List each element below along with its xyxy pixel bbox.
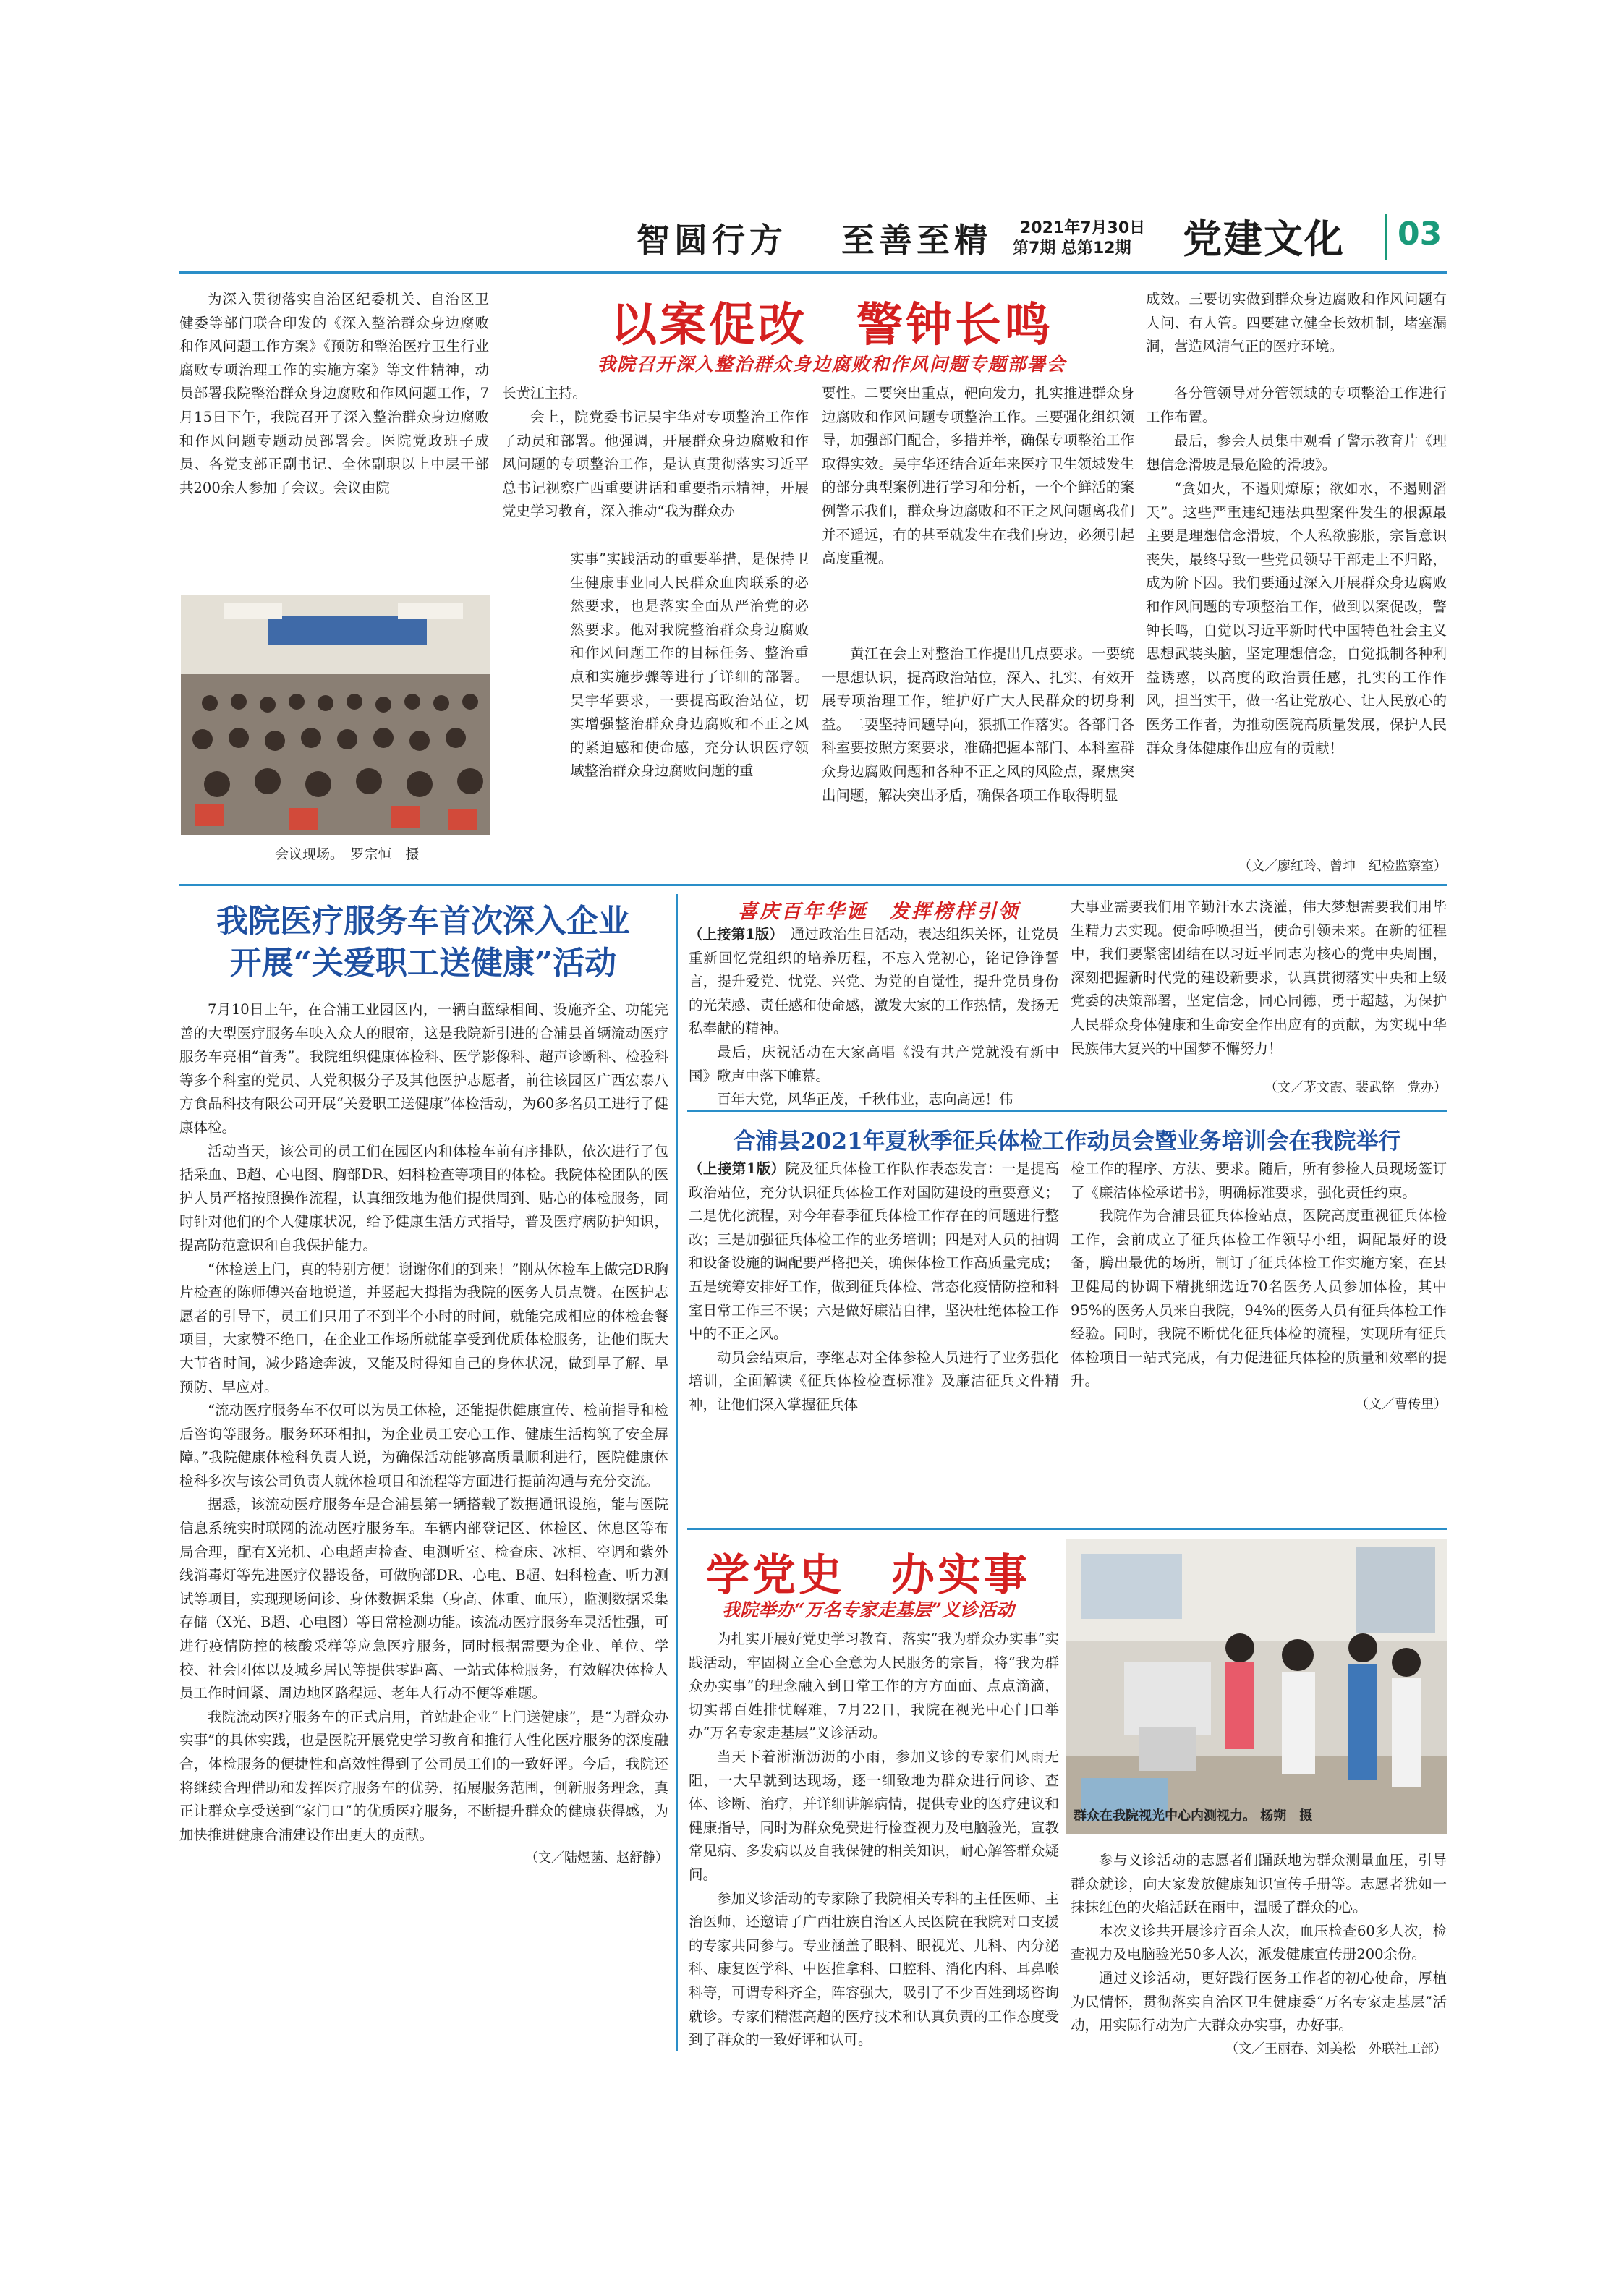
article2-p4: “流动医疗服务车不仅可以为员工体检，还能提供健康宣传、检前指导和检后咨询等服务。服务环环相扣，为企业员工安心工作、健康生活构筑了安全屏障。”我院健康体检科负责人说，为确保活动能够高质量顺利进行，医院健康体检科多次与该公司负责人就体检项目和流程等方面进行提前沟通与充分交流。 [179, 1402, 668, 1489]
header-issue: 第7期 总第12期 [1013, 239, 1131, 258]
section-rule-2 [687, 1110, 1447, 1112]
article2-p6: 我院流动医疗服务车的正式启用，首站赴企业“上门送健康”，是“为群众办实事”的具体实践，也是医院开展党史学习教育和推行人性化医疗服务的深度融合，体检服务的便捷性和高效性得到了公司员工们的一致好评。今后，我院还将继续合理借助和发挥医疗服务车的优势，拓展服务范围，创新服务理念，真正让群众享受送到“家门口”的优质医疗服务，不断提升群众的健康获得感，为加快推进健康合浦建设作出更大的贡献。 [179, 1708, 668, 1843]
article4-left-col [689, 1157, 1059, 1417]
article5-subtitle: 我院举办“万名专家走基层”义诊活动 [722, 1599, 1014, 1620]
article3-p3: 百年大党，风华正茂，千秋伟业，志向高远！伟 [717, 1091, 1013, 1108]
header-rule [179, 271, 1447, 274]
article1-col4a: 成效。三要切实做到群众身边腐败和作风问题有人问、有人管。四要建立健全长效机制，堵塞漏洞，营造风清气正的医疗环境。 [1146, 291, 1447, 355]
article2-title-line2: 开展“关爱职工送健康”活动 [229, 945, 617, 982]
article3-byline: （文／茅文霞、裴武铭 党办） [1264, 1080, 1447, 1095]
article1-col2a: 长黄江主持。 [502, 385, 587, 401]
article3-lead: （上接第1版） [689, 926, 777, 943]
article5-p2: 当天下着淅淅沥沥的小雨，参加义诊的专家们风雨无阻，一大早就到达现场，逐一细致地为群众进行问诊、查体、诊断、治疗，并详细讲解病情，提供专业的医疗建议和健康指导，同时为群众免费进行检查视力及电脑验光，宣教常见病、多发病以及自我保健的相关知识，耐心解答群众疑问。 [689, 1748, 1059, 1883]
article1-photo-caption: 会议现场。 罗宗恒 摄 [275, 846, 420, 862]
header-page-number: 03 [1398, 216, 1442, 252]
article1-subtitle: 我院召开深入整治群众身边腐败和作风问题专题部署会 [597, 354, 1066, 375]
article5-title: 学党史 办实事 [706, 1550, 1030, 1601]
header-divider [1385, 214, 1387, 260]
article3-title: 喜庆百年华诞 发挥榜样引领 [738, 901, 1020, 923]
section-rule-1 [179, 884, 1447, 886]
article4-p2: 动员会结束后，李继志对全体参检人员进行了业务强化培训，全面解读《征兵体检检查标准》及廉洁征兵文件精神，让他们深入掌握征兵体 [689, 1348, 1059, 1413]
header-slogan-left: 智圆行方 [637, 221, 787, 260]
article3-p4: 大事业需要我们用辛勤汗水去浇灌，伟大梦想需要我们用毕生精力去实现。使命呼唤担当，使命引领未来。在新的征程中，我们要紧密团结在以习近平同志为核心的党中央周围，深刻把握新时代党的建设新要求，认真贯彻落实中央和上级党委的决策部署，坚定信念，同心同德，勇于超越，为保护人民群众身体健康和生命安全作出应有的贡献，为实现中华民族伟大复兴的中国梦不懈努力！ [1071, 898, 1447, 1057]
article1-col4c: 最后，参会人员集中观看了警示教育片《理想信念滑坡是最危险的滑坡》。 [1146, 433, 1447, 473]
article5-p5: 本次义诊共开展诊疗百余人次，血压检查60多人次，检查视力及电脑验光50多人次，派发健康宣传册200余份。 [1071, 1922, 1447, 1963]
header-date: 2021年7月30日 [1020, 219, 1146, 237]
article1-col3a: 要性。二要突出重点，靶向发力，扎实推进群众身边腐败和作风问题专项整治工作。三要强化组织领导，加强部门配合，多措并举，确保专项整治工作取得实效。吴宇华还结合近年来医疗卫生领域发生的部分典型案例进行学习和分析，一个个鲜活的案例警示我们，群众身边腐败和不正之风问题离我们并不遥远，有的甚至就发生在我们身边，必须引起高度重视。 [822, 385, 1134, 567]
article1-title: 以案促改 警钟长鸣 [611, 298, 1053, 352]
article2-p2: 活动当天，该公司的员工们在园区内和体检车前有序排队，依次进行了包括采血、B超、心电图、胸部DR、妇科检查等项目的体检。我院体检团队的医护人员严格按照操作流程，认真细致地为他们提供周到、贴心的体检服务，同时针对他们的个人健康状况，给予健康生活方式指导，普及医疗病防护知识，提高防范意识和自我保护能力。 [179, 1142, 668, 1254]
article5-p3: 参加义诊活动的专家除了我院相关专科的主任医师、主治医师，还邀请了广西壮族自治区人民医院在我院对口支援的专家共同参与。专业涵盖了眼科、眼视光、儿科、内分泌科、康复医学科、中医推拿科、口腔科、消化内科、耳鼻喉科等，可谓专科齐全，阵容强大，吸引了不少百姓到场咨询就诊。专家们精湛高超的医疗技术和认真负责的工作态度受到了群众的一致好评和认可。 [689, 1889, 1059, 2049]
article1-col2c: 实事”实践活动的重要举措，是保持卫生健康事业同人民群众血肉联系的必然要求，也是落实全面从严治党的必然要求。他对我院整治群众身边腐败和作风问题工作的目标任务、整治重点和实施步骤等进行了详细的部署。吴宇华要求，一要提高政治站位，切实增强整治群众身边腐败和不正之风的紧迫感和使命感，充分认识医疗领域整治群众身边腐败问题的重 [570, 550, 809, 780]
article5-left-col [689, 1628, 1059, 2052]
article5-p6: 通过义诊活动，更好践行医务工作者的初心使命，厚植为民情怀，贯彻落实自治区卫生健康委“万名专家走基层”活动，用实际行动为广大群众办实事，办好事。 [1071, 1969, 1447, 2034]
article5-p4: 参与义诊活动的志愿者们踊跃地为群众测量血压，引导群众就诊，向大家发放健康知识宣传手册等。志愿者犹如一抹抹红色的火焰活跃在雨中，温暖了群众的心。 [1071, 1852, 1447, 1916]
article2-byline: （文／陆煜菡、赵舒静） [525, 1850, 668, 1866]
article2-p1: 7月10日上午，在合浦工业园区内，一辆白蓝绿相间、设施齐全、功能完善的大型医疗服务车映入众人的眼帘，这是我院新引进的合浦县首辆流动医疗服务车亮相“首秀”。我院组织健康体检科、医学影像科、超声诊断科、检验科等多个科室的党员、人党积极分子及其他医护志愿者，前往该园区广西宏泰八方食品科技有限公司开展“关爱职工送健康”体检活动，为60多名员工进行了健康体检。 [179, 1001, 668, 1136]
article2-p5: 据悉，该流动医疗服务车是合浦县第一辆搭载了数据通讯设施，能与医院信息系统实时联网的流动医疗服务车。车辆内部登记区、体检区、休息区等布局合理，配有X光机、心电超声检查、电测听室、检查床、冰柜、空调和紫外线消毒灯等先进医疗仪器设备，可做胸部DR、心电、B超、妇科检查、听力测试等项目，实现现场问诊、身体数据采集（身高、体重、血压），监测数据采集存储（X光、B超、心电图）等日常检测功能。该流动医疗服务车灵活性强，可进行疫情防控的核酸采样等应急医疗服务，同时根据需要为企业、单位、学校、社会团体以及城乡居民等提供零距离、一站式体检服务，有效解决体检人员工作时间紧、周边地区路程远、老年人行动不便等难题。 [179, 1496, 668, 1702]
article3-left-col [689, 923, 1059, 1112]
article5-byline: （文／王丽春、刘美松 外联社工部） [1225, 2041, 1447, 2057]
article5-photo [1066, 1539, 1447, 1834]
article4-p3: 检工作的程序、方法、要求。随后，所有参检人员现场签订了《廉洁体检承诺书》，明确标准要求，强化责任约束。 [1071, 1160, 1447, 1201]
article2-body [179, 998, 668, 1870]
article4-right-col [1071, 1157, 1447, 1416]
article5-p1: 为扎实开展好党史学习教育，落实“我为群众办实事”实践活动，牢固树立全心全意为人民服务的宗旨，将“我为群众办实事”的理念融入到日常工作的方方面面、点点滴滴，切实帮百姓排忧解难，7月22日，我院在视光中心门口举办“万名专家走基层”义诊活动。 [689, 1630, 1059, 1742]
article1-col4b: 各分管领导对分管领域的专项整治工作进行工作布置。 [1146, 385, 1447, 425]
article4-title: 合浦县2021年夏秋季征兵体检工作动员会暨业务培训会在我院举行 [733, 1128, 1401, 1155]
article4-byline: （文／曹传里） [1356, 1396, 1447, 1412]
article2-p3: “体检送上门，真的特别方便！谢谢你们的到来！”刚从体检车上做完DR胸片检查的陈师傅兴奋地说道，并竖起大拇指为我院的医务人员点赞。在医护志愿者的引导下，员工们只用了不到半个小时的时间，就能完成相应的体检套餐项目，大家赞不绝口，在企业工作场所就能享受到优质体检服务，让他们既大大节省时间，减少路途奔波，又能及时得知自己的身体状况，做到早了解、早预防、早应对。 [179, 1260, 668, 1395]
article3-p1: 通过政治生日活动，表达组织关怀，让党员重新回忆党组织的培养历程，不忘入党初心，铭记铮铮誓言，提升爱党、忧党、兴党、为党的自觉性，提升党员身份的光荣感、责任感和使命感，激发大家的工作热情，发扬无私奉献的精神。 [689, 926, 1059, 1037]
article1-col4d: “贪如火，不遏则燎原；欲如水，不遏则滔天”。这些严重违纪违法典型案件发生的根源最主要是理想信念滑坡，个人私欲膨胀，宗旨意识丧失，最终导致一些党员领导干部走上不归路，成为阶下囚。我们要通过深入开展群众身边腐败和作风问题的专项整治工作，做到以案促改，警钟长鸣，自觉以习近平新时代中国特色社会主义思想武装头脑，坚定理想信念，自觉抵制各种利益诱惑，以高度的政治责任感，扎实的工作作风，担当实干，做一名让党放心、让人民放心的医务工作者，为推动医院高质量发展，保护人民群众身体健康作出应有的贡献！ [1146, 480, 1447, 757]
article5-right-col [1071, 1849, 1447, 2061]
article3-p2: 最后，庆祝活动在大家高唱《没有共产党就没有新中国》歌声中落下帷幕。 [689, 1043, 1059, 1084]
article1-col1: 为深入贯彻落实自治区纪委机关、自治区卫健委等部门联合印发的《深入整治群众身边腐败和作风问题工作方案》《预防和整治医疗卫生行业腐败专项治理工作的实施方案》等文件精神，动员部署我院整治群众身边腐败和作风问题工作，7月15日下午，我院召开了深入整治群众身边腐败和作风问题专题动员部署会。医院党政班子成员、各党支部正副书记、全体副职以上中层干部共200余人参加了会议。会议由院 [179, 291, 489, 496]
column-rule [676, 894, 678, 2051]
article2-title-line1: 我院医疗服务车首次深入企业 [216, 903, 630, 940]
article4-p4: 我院作为合浦县征兵体检站点，医院高度重视征兵体检工作，会前成立了征兵体检工作领导小组，调配最好的设备，腾出最优的场所，制订了征兵体检工作实施方案，在县卫健局的协调下精挑细选近70名医务人员参加体检，其中95%的医务人员来自我院，94%的医务人员有征兵体检工作经验。同时，我院不断优化征兵体检的流程，实现所有征兵体检项目一站式完成，有力促进征兵体检的质量和效率的提升。 [1071, 1207, 1447, 1390]
article1-byline: （文／廖红玲、曾坤 纪检监察室） [1238, 859, 1447, 874]
article4-p1: 院及征兵体检工作队作表态发言：一是提高政治站位，充分认识征兵体检工作对国防建设的重要意义；二是优化流程，对今年春季征兵体检工作存在的问题进行整改；三是加强征兵体检工作的业务培训；四是对人员的抽调和设备设施的调配要严格把关，确保体检工作高质量完成；五是统筹安排好工作，做到征兵体检、常态化疫情防控和科室日常工作三不误；六是做好廉洁自律，坚决杜绝体检工作中的不正之风。 [689, 1160, 1059, 1343]
section-rule-3 [687, 1528, 1447, 1530]
article1-col3b: 黄江在会上对整治工作提出几点要求。一要统一思想认识，提高政治站位，深入、扎实、有效开展专项治理工作，维护好广大人民群众的切身利益。二要坚持问题导向，狠抓工作落实。各部门各科室要按照方案要求，准确把握本部门、本科室群众身边腐败问题和各种不正之风的风险点，聚焦突出问题，解决突出矛盾，确保各项工作取得明显 [822, 645, 1134, 804]
article4-lead: （上接第1版） [689, 1160, 786, 1177]
header-section-title: 党建文化 [1183, 216, 1345, 262]
article1-photo [181, 595, 490, 835]
article1-col2b: 会上，院党委书记吴宇华对专项整治工作作了动员和部署。他强调，开展群众身边腐败和作风问题的专项整治工作，是认真贯彻落实习近平总书记视察广西重要讲话和重要指示精神，开展党史学习教育，深入推动“我为群众办 [502, 409, 809, 520]
header-slogan-right: 至善至精 [841, 221, 992, 260]
article5-photo-caption: 群众在我院视光中心内测视力。 杨朔 摄 [1074, 1808, 1313, 1824]
